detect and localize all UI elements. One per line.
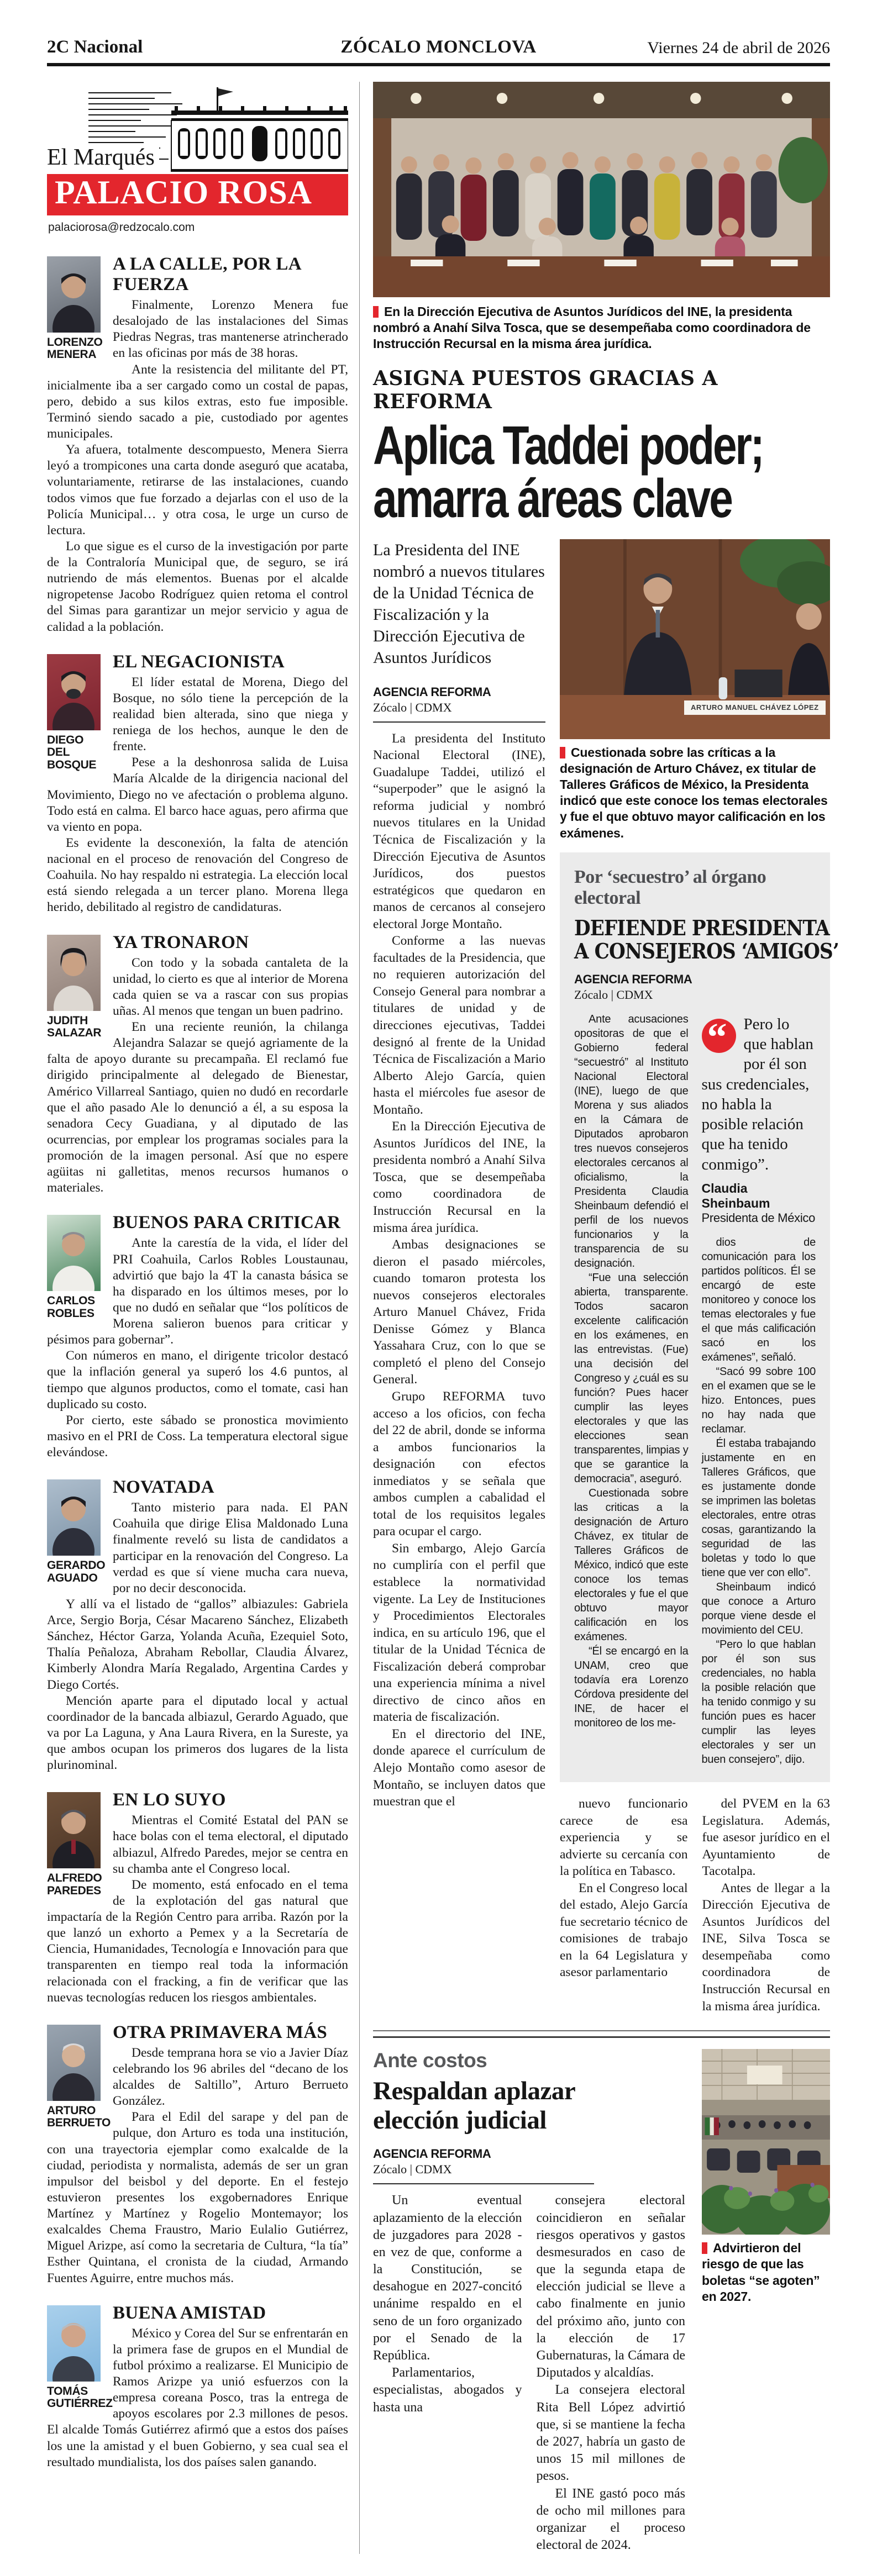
main-body-text <box>373 730 545 1810</box>
paragraph: La consejera electoral Rita Bell López advirtió que, si se mantiene la fecha de 2027, habría un gasto de unos 15 mil millones de pesos. <box>536 2383 685 2484</box>
author-photo <box>47 256 101 333</box>
paragraph: del PVEM en la 63 Legislatura. Además, fue asesor jurídico en el Ayuntamiento de Tacotalpa. <box>702 1796 830 1879</box>
pull-quote <box>702 1014 816 1225</box>
column-email-link[interactable]: palaciorosa@redzocalo.com <box>48 221 195 234</box>
page-content <box>47 82 839 2554</box>
main-deck: La Presidenta del INE nombró a nuevos titulares de la Unidad Técnica de Fiscalización y la Dirección Ejecutiva de Asuntos Jurídicos <box>373 540 545 667</box>
paragraph: “Él se encargó en la UNAM, creo que todavía era Lorenzo Córdova presidente del INE, de hacer el monitoreo de los me- <box>574 1645 689 1729</box>
author-figure <box>47 1792 101 1897</box>
byline-location: Zócalo | CDMX <box>373 700 452 714</box>
paragraph: Antes de llegar a la Dirección Ejecutiva de Asuntos Jurídicos del INE, Silva Tosca se desempeñaba como coordinadora de Instrucción Recursal en la misma área jurídica. <box>702 1880 830 2014</box>
continuation-column-1 <box>560 1795 688 2015</box>
opinion-item <box>47 254 348 635</box>
author-name: DIEGO DEL BOSQUE <box>47 733 97 771</box>
author-figure <box>47 2025 111 2130</box>
pull-quote-name: Claudia Sheinbaum <box>701 1181 770 1210</box>
headline-line: Respaldan aplazar <box>373 2077 576 2106</box>
person-silhouette-icon <box>47 2305 101 2382</box>
paragraph: El líder estatal de Morena, Diego del Bosque, no sólo tiene la percepción de la realidad bien alterada, sino que niega y reniega de los hechos, aunque le den de frente. <box>113 675 348 754</box>
author-name: LORENZO MENERA <box>47 336 103 361</box>
author-figure <box>47 935 101 1040</box>
secondary-column-2-text <box>702 1235 816 1767</box>
opinion-heading: OTRA PRIMAVERA MÁS <box>113 2022 327 2042</box>
paragraph: Es evidente la desconexión, la falta de atención nacional en el proceso de renovación del Congreso de Coahuila. No hay respaldo ni estrategia. La elección local está siendo relegada a un tercer plano. Morena llega herido, debilitado al registro de candidaturas. <box>47 835 348 915</box>
paragraph: Ante la carestía de la vida, el líder del PRI Coahuila, Carlos Robles Loustaunau, advirtió que bajo la 4T la canasta básica se ha disparado en los últimos meses, por lo que no dudó en señalar que “los políticos de Morena salieron buenos para criticar y pésimos para gobernar”. <box>47 1236 348 1347</box>
headline-line: amarra áreas clave <box>373 467 732 529</box>
paragraph: Mientras el Comité Estatal del PAN se hace bolas con el tema electoral, el diputado albiazul, Alfredo Paredes, mejor se centra en su chamba ante el Congreso local. <box>113 1813 348 1876</box>
byline-location: Zócalo | CDMX <box>574 987 653 1002</box>
session-photo <box>702 2049 830 2235</box>
main-article-right-column <box>560 539 839 2015</box>
chavez-photo-caption <box>560 745 830 841</box>
byline <box>373 685 545 723</box>
bottom-article-columns <box>373 2192 685 2554</box>
pull-quote-text: Pero lo que hablan por él son sus credenciales, no habla la posible relación que ha tenido conmigo”. <box>701 1015 813 1173</box>
byline-agency: AGENCIA REFORMA <box>574 972 692 986</box>
paragraph: “Fue una selección abierta, transparente. Todos sacaron excelente calificación en los exámenes, en las entrevistas. (Fue) una decisión del Congreso y ¿cuál es su función? Pues hacer cumplir las leyes electorales y que las elecciones sean transparentes, limpias y que se garantice la democracia”, aseguró. <box>574 1271 689 1485</box>
caption-text: Advirtieron del riesgo de que las boletas “se agoten” en 2027. <box>702 2241 820 2304</box>
author-name: ALFREDO PAREDES <box>47 1872 102 1897</box>
bottom-kicker: Ante costos <box>373 2049 487 2072</box>
main-article-left-column <box>373 539 545 2015</box>
byline-agency: AGENCIA REFORMA <box>373 684 491 699</box>
paragraph: Lo que sigue es el curso de la investigación por parte de la Contraloría Municipal que, de seguro, se irá nutriendo de más elementos. Buenas por el alcalde nigropetense Jacobo Rodríguez quien retoma el control del Simas para garantizar un mejor servicio y agua de calidad a la población. <box>47 539 348 634</box>
page-header <box>47 32 830 66</box>
author-photo <box>47 654 101 730</box>
secondary-column-2 <box>702 1012 816 1767</box>
paragraph: dios de comunicación para los partidos políticos. Él se encargó de este monitoreo y conoce los temas electorales y fue el que más calificación sacó en los exámenes”, señaló. <box>701 1236 816 1363</box>
bottom-column-2 <box>537 2192 686 2554</box>
paragraph: Para el Edil del sarape y del pan de pulque, don Arturo es toda una institución, con una trayectoria ejemplar como exalcalde de la ciudad, periodista y normalista, además de ser un gran impulsor del beisbol y del deporte. En el festejo estuvieron presentes los exgobernadores Enrique Martínez y Martínez y Rogelio Montemayor; los exalcaldes Chema Fraustro, Mario Eulalio Gutiérrez, Miguel Arizpe, así como la secretaria de Cultura, “la tía” Esther Quintana, el cronista de la ciudad, Armando Fuentes Aguirre, entre muchos más. <box>47 2110 348 2285</box>
paragraph: Grupo REFORMA tuvo acceso a los oficios, con fecha del 22 de abril, donde se informa a ambos funcionarios la designación con efectos inmediatos y se señala que ambos cumplen a cabalidad el total de los requisitos legales para ocupar el cargo. <box>373 1389 545 1539</box>
author-figure <box>47 1479 106 1584</box>
opinion-heading: YA TRONARON <box>113 932 249 952</box>
paragraph: Por cierto, este sábado se pronostica movimiento masivo en el PRI de Coss. La temperatura electoral sigue elevándose. <box>47 1413 348 1460</box>
paragraph: En el Congreso local del estado, Alejo García fue secretario técnico de comisiones de trabajo en la 64 Legislatura y asesor parlamentario <box>560 1880 688 1980</box>
paragraph: Tanto misterio para nada. El PAN Coahuila que dirige Elisa Maldonado Luna finalmente reveló su lista de candidatos a participar en la renovación del Congreso. La verdad es que sí viene mucha cara nueva, por no decir desconocida. <box>113 1500 348 1595</box>
opinion-column <box>47 82 348 2554</box>
main-article-body <box>373 539 839 2015</box>
caption-tick-icon <box>373 306 379 318</box>
person-silhouette-icon <box>47 1215 101 1291</box>
headline-line: Aplica Taddei poder; <box>373 414 763 476</box>
opinion-item <box>47 652 348 916</box>
author-name: CARLOS ROBLES <box>47 1294 95 1320</box>
paragraph: El INE gastó poco más de ocho mil millones para organizar el proceso electoral de 2024. <box>536 2486 685 2553</box>
paragraph: Cuestionada sobre las criticas a la designación de Arturo Chávez, ex titular de Talleres Gráficos de México, indicó que este conoce los temas electorales y fue el que obtuvo mayor calificación en los exámenes. <box>574 1487 689 1643</box>
paragraph: Mención aparte para el diputado local y actual coordinador de la bancada albiazul, Gerardo Aguado, que va por La Laguna, y Ana Laura Rivera, en la Sureste, ya que ambos ocupan los primeros dos lugares de la lista plurinominal. <box>47 1693 348 1773</box>
paragraph: Con números en mano, el dirigente tricolor destacó que la inflación general ya superó los 4.6 puntos, al tiempo que algunos productos, como el tomate, casi han duplicado su costo. <box>47 1348 348 1411</box>
opinion-item <box>47 1213 348 1461</box>
group-photo-caption <box>373 304 830 352</box>
bottom-column-1 <box>373 2192 522 2554</box>
paragraph: Sheinbaum indicó que conoce a Arturo porque viene desde el movimiento del CEU. <box>701 1581 816 1636</box>
paragraph: Parlamentarios, especialistas, abogados y hasta una <box>373 2366 522 2415</box>
secondary-article-columns <box>574 1012 816 1767</box>
session-photo-illustration <box>702 2049 830 2235</box>
chavez-photo <box>560 539 830 739</box>
paragraph: La presidenta del Instituto Nacional Electoral (INE), Guadalupe Taddei, utilizó el “superpoder” que le asignó la reforma judicial y nombró nuevos titulares en la Unidad Técnica de Fiscalización y la Dirección Ejecutiva de Asuntos Jurídicos, dos puestos estratégicos que quedaron en manos de cercanos al consejero electoral Jorge Montaño. <box>373 731 545 931</box>
opinion-heading: BUENOS PARA CRITICAR <box>113 1213 341 1233</box>
column-banner: PALACIO ROSA <box>47 174 348 215</box>
person-silhouette-icon <box>47 1792 101 1868</box>
paragraph: Sin embargo, Alejo García no cumpliría con el perfil que establece la normatividad vigente. La Ley de Instituciones y Procedimientos Electorales indica, en su artículo 196, que el titular de la Unidad Técnica de Fiscalización deberá comprobar una experiencia mínima a nivel directivo de cinco años en materia de fiscalización. <box>373 1541 545 1725</box>
secondary-kicker: Por ‘secuestro’ al órgano electoral <box>574 866 766 908</box>
headline-line: A CONSEJEROS ‘AMIGOS’ <box>574 939 839 964</box>
paragraph: México y Corea del Sur se enfrentarán en la primera fase de grupos en el Mundial de futbol próximo a realizarse. El Municipio de Ramos Arizpe ya unió esfuerzos con la empresa coreana Posco, tras la entrega de apoyos escolares por 2.3 millones de pesos. El alcalde Tomás Gutiérrez afirmó que a estos dos países los une la amistad y el buen Gobierno, y sea cual sea el resultado mundialista, los dos países salen ganando. <box>47 2326 348 2469</box>
paragraph: Ante acusaciones opositoras de que el Gobierno federal “secuestró” al Instituto Nacional Electoral (INE), luego de que Morena y sus aliados en la Cámara de Diputados aprobaron tres nuevos consejeros electorales cercanos al oficialismo, la Presidenta Claudia Sheinbaum defendió el perfil de los nuevos funcionarios y la transparencia de su designación. <box>574 1013 689 1269</box>
quote-glyph: “ <box>707 1014 727 1059</box>
opinion-item <box>47 2303 348 2470</box>
opinion-heading: EN LO SUYO <box>113 1790 226 1810</box>
opinion-item <box>47 1790 348 2006</box>
caption-text: En la Dirección Ejecutiva de Asuntos Jurídicos del INE, la presidenta nombró a Anahí Silva Tosca, que se desempeñaba como coordinadora de Instrucción Recursal en la misma área jurídica. <box>373 304 811 351</box>
section-divider <box>373 2030 830 2038</box>
paragraph: En el directorio del INE, donde aparece el currículum de Alejo Montaño como asesor de Montaño, se incluyen datos que muestran que el <box>373 1726 545 1809</box>
person-silhouette-icon <box>47 1479 101 1556</box>
author-photo <box>47 935 101 1011</box>
author-photo <box>47 1792 101 1868</box>
bottom-photo-block <box>702 2049 830 2554</box>
group-photo-illustration <box>373 82 830 297</box>
byline <box>574 972 816 1002</box>
byline-location: Zócalo | CDMX <box>373 2162 452 2177</box>
palace-illustration <box>47 82 348 173</box>
author-figure <box>47 1215 101 1320</box>
paragraph: Un eventual aplazamiento de la elección de juzgadores para 2028 -en vez de que, conforme a la Constitución, se desahogue en 2027-concitó unánime respaldo en el seno de un foro organizado por el Senado de la República. <box>373 2193 522 2363</box>
section-label: 2C Nacional <box>47 37 143 57</box>
secondary-article <box>560 852 839 1782</box>
bottom-article <box>373 2049 685 2554</box>
masthead: ZÓCALO MONCLOVA <box>340 37 537 57</box>
bottom-section <box>373 2049 830 2554</box>
paragraph: nuevo funcionario carece de esa experiencia y se advierte su cercanía con la política en Tabasco. <box>560 1796 688 1879</box>
paragraph: “Pero lo que hablan por él son sus credenciales, no habla la posible relación que ha tenido conmigo y su función pues es hacer cumplir las leyes electorales y ser un buen consejero”, dijo. <box>701 1638 816 1766</box>
secondary-headline <box>574 915 839 964</box>
pull-quote-role: Presidenta de México <box>701 1210 816 1225</box>
paragraph: Desde temprana hora se vio a Javier Díaz celebrando los 96 abriles del “decano de los alcaldes de Saltillo”, Arturo Berrueto González. <box>113 2045 348 2109</box>
bottom-headline <box>373 2077 685 2135</box>
headline-line: elección judicial <box>373 2105 547 2135</box>
person-silhouette-icon <box>47 654 101 730</box>
caption-text: Cuestionada sobre las críticas a la designación de Arturo Chávez, ex titular de Talleres Gráficos de México, la Presidenta indicó que este conoce los temas electorales y fue el que obtuvo mayor calificación en los exámenes. <box>560 745 828 840</box>
author-figure <box>47 256 101 361</box>
opinion-heading: EL NEGACIONISTA <box>113 651 285 672</box>
column-label: El Marqués <box>47 144 159 171</box>
ine-group-photo <box>373 82 830 297</box>
author-photo <box>47 2305 101 2382</box>
paragraph: Ambas designaciones se dieron el pasado miércoles, cuando tomaron protesta los nuevos consejeros electorales Arturo Manuel Chávez, Frida Denisse Gómez y Blanca Yassahara Cruz, con lo que se completó el pleno del Consejo General. <box>373 1237 545 1387</box>
caption-tick-icon <box>560 747 565 758</box>
paragraph: Finalmente, Lorenzo Menera fue desalojado de las instalaciones del Simas Piedras Negras, tras mantenerse atrincherado en las oficinas por más de 38 horas. <box>113 298 348 361</box>
byline <box>373 2147 594 2184</box>
main-article-continuation <box>560 1795 830 2015</box>
paragraph: consejera electoral coincidieron en señalar riesgos operativos y gastos desmesurados en caso de que la segunda etapa de elección judicial se lleve a cabo finalmente en junio del próximo año, junto con la elección de 17 Gubernaturas, la Cámara de Diputados y alcaldías. <box>536 2193 685 2380</box>
quote-icon <box>702 1014 736 1059</box>
caption-tick-icon <box>702 2242 707 2254</box>
person-silhouette-icon <box>47 935 101 1011</box>
author-figure <box>47 2305 113 2410</box>
author-photo <box>47 2025 101 2101</box>
author-photo <box>47 1479 101 1556</box>
paragraph: Ante la resistencia del militante del PT, inicialmente iba a ser cargado como un costal de papas, pero, debido a sus kilos extras, esto fue imposible. Terminó siendo sacado a pie, custodiado por agentes municipales. <box>47 362 348 441</box>
edition-date: Viernes 24 de abril de 2026 <box>647 39 830 57</box>
paragraph: En la Dirección Ejecutiva de Asuntos Jurídicos del INE, la presidenta nombró a Anahí Silva Tosca, que se desempeñaba como coordinadora de Instrucción Recursal en la misma área jurídica. <box>373 1119 545 1235</box>
secondary-column-1 <box>574 1012 689 1767</box>
author-name: ARTURO BERRUETO <box>47 2104 111 2130</box>
opinion-item <box>47 1477 348 1773</box>
author-name: GERARDO AGUADO <box>47 1559 106 1584</box>
paragraph: En una reciente reunión, la chilanga Alejandra Salazar se quejó agriamente de la falta de apoyo durante su precampaña. El reclamó fue dirigido principalmente al delegado de Bienestar, Américo Villarreal Santiago, quien no dudó en recordarle que el año pasado Ale lo denunció a él, a su esposa la senadora Cecy Guadiana, y al diputado de las ocurrencias, por emplear los programas sociales para la promoción de la imagen personal. Así que no espere agüitas ni galletitas, menos recursos humanos o materiales. <box>47 1020 348 1195</box>
person-silhouette-icon <box>47 2025 101 2101</box>
opinion-heading: BUENA AMISTAD <box>113 2303 266 2323</box>
paragraph: “Sacó 99 sobre 100 en el examen que se le hizo. Entonces, pues no hay nada que reclamar. <box>701 1365 816 1435</box>
author-name: TOMÁS GUTIÉRREZ <box>47 2384 113 2410</box>
opinion-item <box>47 2022 348 2287</box>
headline-line: DEFIENDE PRESIDENTA <box>574 915 829 940</box>
main-kicker: ASIGNA PUESTOS GRACIAS A REFORMA <box>373 366 718 413</box>
paragraph: Pese a la deshonrosa salida de Luisa María Alcalde de la dirigencia nacional del Movimiento, Diego no ve afectación o problema alguno. Todo está en calma. El barco hace aguas, pero afirma que va viento en popa. <box>47 755 348 834</box>
paragraph: Ya afuera, totalmente descompuesto, Menera Sierra leyó a trompicones una carta donde aseguró que acataba, voluntariamente, retirarse de las instalaciones, cuando todos vimos que fue forzado a dejarlas con el uso de la Policía Municipal… y otra cosa, le urge un curso de lectura. <box>47 442 348 538</box>
news-area <box>359 82 839 2554</box>
continuation-column-2 <box>702 1795 831 2015</box>
author-figure <box>47 654 101 771</box>
author-photo <box>47 1215 101 1291</box>
desk-nameplate: ARTURO MANUEL CHÁVEZ LÓPEZ <box>684 700 826 715</box>
paragraph: Y allí va el listado de “gallos” albiazules: Gabriela Arce, Sergio Borja, César Macareno Sánchez, Elizabeth Sánchez, Héctor Garza, Yolanda Acuña, Ezequiel Soto, Thalía Peñaloza, Abraham Rebollar, Claudia Álvarez, Kimberly Alondra María Regalado, Argentina Cardes y Diego Cortés. <box>47 1597 348 1692</box>
opinion-heading: A LA CALLE, POR LA FUERZA <box>113 254 301 294</box>
paragraph: Conforme a las nuevas facultades de la Presidencia, que no requieren autorización del Consejo General para nombrar a titulares de unidad y de direcciones ejecutivas, Taddei designó al frente de la Unidad Técnica de Fiscalización a Mario Alberto Alejo García, quien hasta el miércoles fue asesor de Montaño. <box>373 934 545 1117</box>
opinion-item <box>47 933 348 1197</box>
paragraph: Él estaba trabajando justamente en en Talleres Gráficos, que es justamente donde se imprimen las boletas electorales, entre otras cosas, garantizando la seguridad de las boletas y todo lo que tiene que ver con ello”. <box>701 1437 816 1579</box>
session-photo-caption <box>702 2240 830 2305</box>
author-name: JUDITH SALAZAR <box>47 1014 102 1039</box>
main-headline <box>373 414 830 529</box>
person-silhouette-icon <box>47 256 101 333</box>
paragraph: Con todo y la sobada cantaleta de la unidad, lo cierto es que al interior de Morena cada quien se va a rascar con sus propias uñas. Al menos que tengan un buen padrino. <box>113 955 348 1018</box>
byline-agency: AGENCIA REFORMA <box>373 2147 491 2161</box>
opinion-heading: NOVATADA <box>113 1477 214 1498</box>
paragraph: De momento, está enfocado en el tema de la explotación del gas natural que impactaría de la Región Centro para arriba. Razón por la que lanzó un exhorto a Pemex y a la Secretaría de Ciencia, Humanidades, Tecnología e Innovación para que transparenten en tiempo real toda la información relacionada con el fracking, a fin de verificar que las nuevas tecnologías reducen los riesgos ambientales. <box>47 1877 348 2005</box>
